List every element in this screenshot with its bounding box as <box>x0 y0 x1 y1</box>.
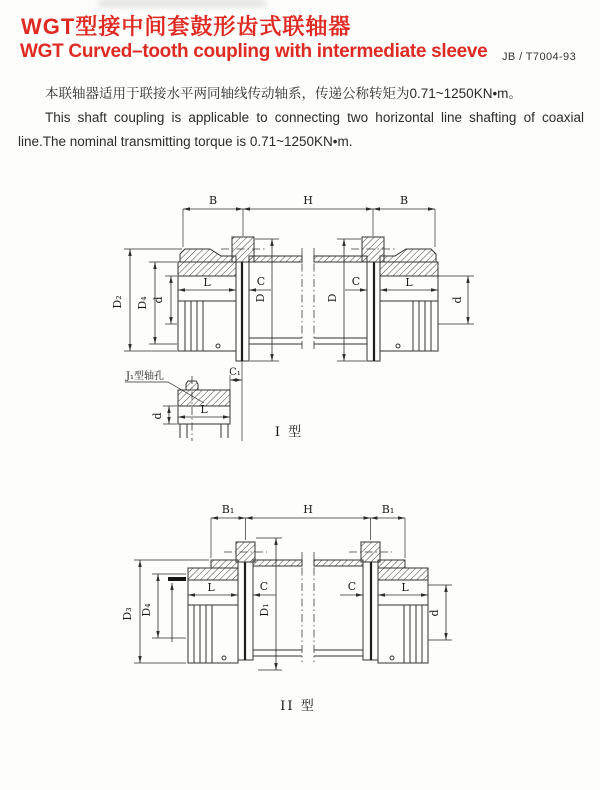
dim-label-d-mid-right: D <box>326 293 339 303</box>
dim-label-d1: D₁ <box>258 603 271 617</box>
dim-label-d4: D₄ <box>140 603 153 617</box>
figure-type2-drawing <box>58 480 558 730</box>
dim-label-c-left: C <box>259 580 269 593</box>
scan-artifact <box>98 0 266 7</box>
dim-label-b-left: B <box>208 194 218 207</box>
detail-j1-bore <box>125 361 242 441</box>
figure2-caption: II 型 <box>280 699 316 714</box>
key-bar <box>168 577 186 581</box>
page-title-chinese: WGT型接中间套鼓形齿式联轴器 <box>21 14 352 39</box>
coupling-body-type1 <box>178 237 438 361</box>
page-title-english: WGT Curved–tooth coupling with intermediate sleeve <box>20 41 488 62</box>
dim-label-l-right: L <box>405 276 413 289</box>
dim-label-d-right: d <box>451 296 464 304</box>
detail-dim-d: d <box>151 412 164 420</box>
dim-label-c-right: C <box>351 275 361 288</box>
dim-label-d-left: d <box>152 296 165 304</box>
detail-dim-l: L <box>200 403 208 416</box>
intro-paragraph-chinese: 本联轴器适用于联接水平两同轴线传动轴系，传递公称转矩为0.71~1250KN•m。 <box>45 86 522 101</box>
dim-label-l-right: L <box>401 581 409 594</box>
dim-label-d3: D₃ <box>121 607 134 621</box>
dim-label-d-right: d <box>428 609 441 617</box>
dim-label-b1-left: B₁ <box>221 503 235 516</box>
dim-label-l-left: L <box>207 581 215 594</box>
dim-label-h: H <box>303 503 313 516</box>
detail-title: J₁型轴孔 <box>126 371 165 382</box>
dim-label-d-mid-left: D <box>254 293 267 303</box>
dim-label-b1-right: B₁ <box>381 503 395 516</box>
intro-paragraph-english: This shaft coupling is applicable to connecting two horizontal line shafting of coaxial line.The nominal transmitting torque is 0.71~1250KN•m. <box>18 110 584 149</box>
dim-label-c-left: C <box>256 275 266 288</box>
dim-label-l-left: L <box>203 276 211 289</box>
figure1-caption: I 型 <box>274 425 304 440</box>
dim-label-d2: D₂ <box>111 295 124 309</box>
dim-label-b-right: B <box>399 194 409 207</box>
dim-label-h: H <box>303 194 313 207</box>
standard-code: JB / T7004-93 <box>502 51 577 63</box>
figure-type1-drawing <box>58 184 558 454</box>
dim-label-d4: D₄ <box>136 296 149 310</box>
detail-dim-c1: C₁ <box>229 367 241 378</box>
dim-label-c-right: C <box>347 580 357 593</box>
